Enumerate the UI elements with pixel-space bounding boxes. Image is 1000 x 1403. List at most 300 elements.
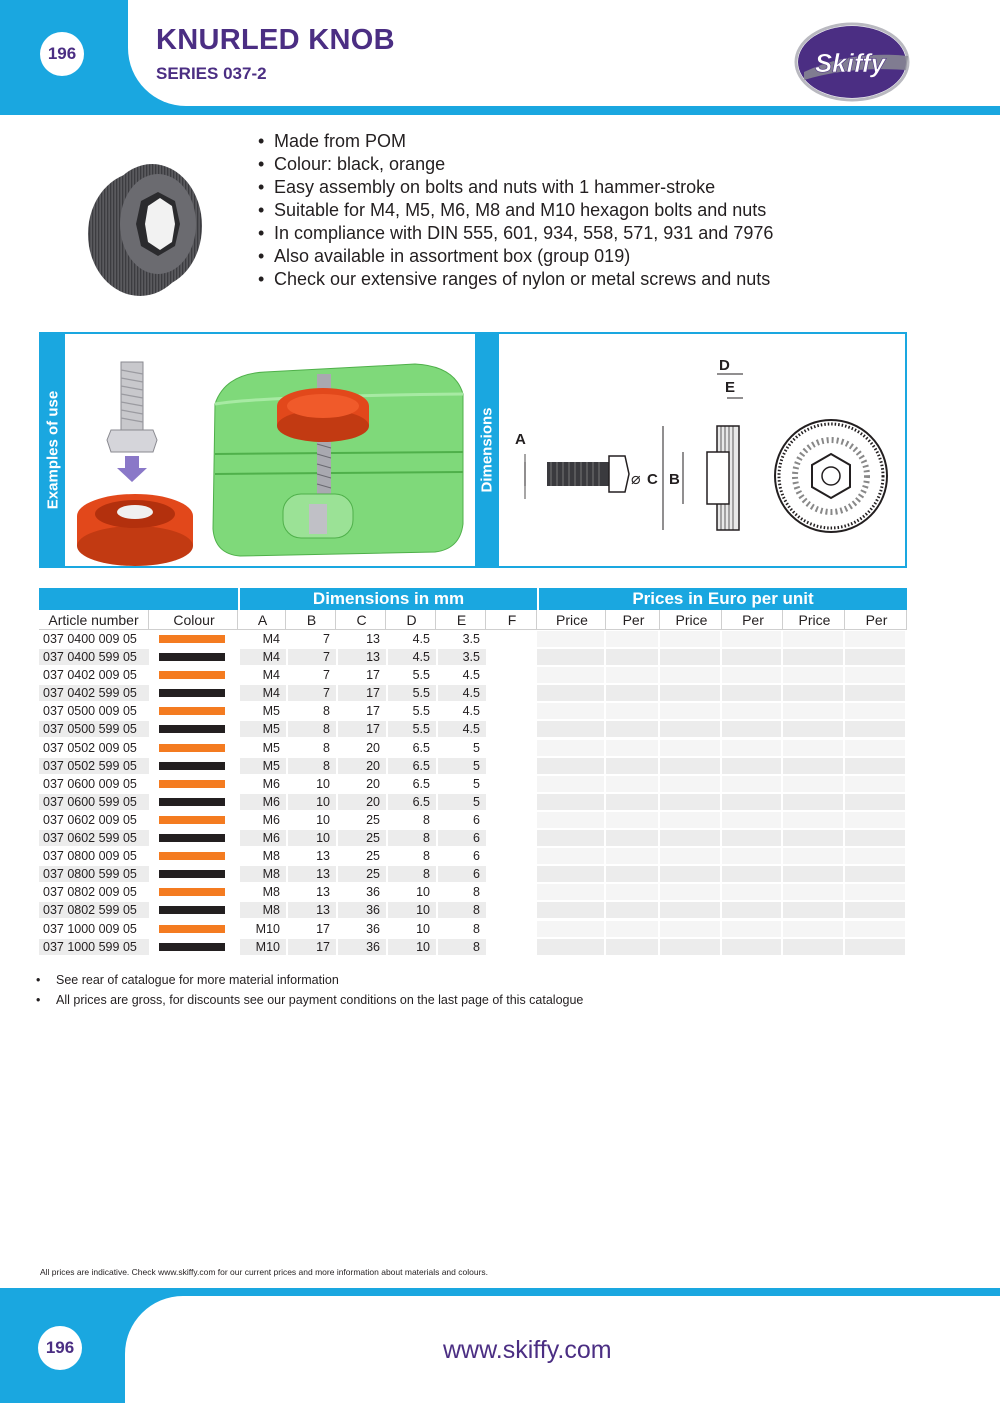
price-cell <box>660 703 720 719</box>
article-number: 037 1000 009 05 <box>43 921 137 936</box>
price-cell <box>722 758 781 774</box>
price-cell <box>783 830 843 846</box>
price-cell <box>783 939 843 955</box>
price-cell <box>606 667 658 683</box>
price-cell <box>722 939 781 955</box>
feature-list <box>258 130 773 291</box>
article-number: 037 0400 599 05 <box>39 649 149 665</box>
price-cell <box>783 667 843 683</box>
colour-swatch <box>159 852 225 860</box>
colour-swatch <box>159 707 225 715</box>
dim-e-cell: 5 <box>438 758 486 774</box>
price-cell <box>783 631 843 647</box>
dim-b-cell: 8 <box>288 758 336 774</box>
price-cell <box>722 812 781 828</box>
table-column-header <box>39 610 907 630</box>
price-cell <box>722 830 781 846</box>
price-cell <box>537 884 604 900</box>
article-number: 037 0502 009 05 <box>43 740 137 755</box>
examples-label: Examples of use <box>44 390 62 510</box>
dim-b-cell: 7 <box>288 649 336 665</box>
price-cell <box>660 866 720 882</box>
dim-b-cell: 13 <box>288 866 336 882</box>
colour-swatch <box>159 888 225 896</box>
colour-swatch <box>159 943 225 951</box>
column-header-e: E <box>438 610 486 630</box>
price-cell <box>537 866 604 882</box>
price-cell <box>537 631 604 647</box>
dim-c-cell: 20 <box>366 776 380 791</box>
dim-d-cell: 6.5 <box>388 758 436 774</box>
dim-c-cell: 17 <box>366 704 380 719</box>
dim-b-cell: 10 <box>288 830 336 846</box>
column-header-price: Price <box>785 610 845 630</box>
price-cell <box>660 776 720 792</box>
price-cell <box>537 776 604 792</box>
dim-d-cell: 10 <box>416 921 430 936</box>
dim-d-cell: 6.5 <box>412 776 430 791</box>
dim-b-cell: 8 <box>288 721 336 737</box>
dim-e-cell: 4.5 <box>462 668 480 683</box>
dim-c-cell: 13 <box>366 632 380 646</box>
price-cell <box>783 866 843 882</box>
dim-a-cell: M4 <box>240 649 286 665</box>
dim-e-cell: 6 <box>438 866 486 882</box>
note-item: • See rear of catalogue for more material information <box>36 973 339 987</box>
price-cell <box>845 866 905 882</box>
dim-d-cell: 10 <box>388 902 436 918</box>
price-cell <box>845 884 905 900</box>
dim-d-cell: 4.5 <box>412 632 430 646</box>
price-cell <box>606 740 658 756</box>
dim-d-cell: 6.5 <box>388 794 436 810</box>
dim-a-cell: M8 <box>240 866 286 882</box>
dimensions-drawing <box>499 334 905 566</box>
article-number: 037 0502 599 05 <box>39 758 149 774</box>
price-cell <box>783 848 843 864</box>
price-cell <box>783 685 843 701</box>
dim-c-cell: 36 <box>366 921 380 936</box>
price-cell <box>606 830 658 846</box>
price-cell <box>722 721 781 737</box>
price-disclaimer: All prices are indicative. Check www.skiffy.com for our current prices and more information about materials and colours. <box>40 1267 489 1277</box>
price-cell <box>660 667 720 683</box>
examples-tab <box>41 334 65 566</box>
price-cell <box>845 921 905 937</box>
price-cell <box>845 721 905 737</box>
price-cell <box>845 667 905 683</box>
column-header-article-number: Article number <box>39 610 149 630</box>
dim-c-cell: 25 <box>366 849 380 864</box>
dim-e-cell: 3.5 <box>438 649 486 665</box>
feature-item: • Made from POM <box>258 131 407 151</box>
dim-c-cell: 25 <box>338 866 386 882</box>
article-number: 037 0800 009 05 <box>43 849 137 864</box>
dim-a-cell: M5 <box>262 704 280 719</box>
column-header-per: Per <box>724 610 783 630</box>
price-cell <box>660 884 720 900</box>
dimensions-label: Dimensions <box>478 407 496 493</box>
colour-swatch <box>159 725 225 733</box>
colour-swatch <box>159 653 225 661</box>
price-cell <box>845 649 905 665</box>
dim-a-cell: M5 <box>240 721 286 737</box>
dim-a-cell: M4 <box>262 632 280 646</box>
column-header-colour: Colour <box>151 610 238 630</box>
website-link[interactable]: www.skiffy.com <box>443 1336 612 1364</box>
dim-d-cell: 8 <box>423 812 430 827</box>
price-cell <box>783 740 843 756</box>
price-cell <box>537 794 604 810</box>
dim-e-cell: 4.5 <box>438 721 486 737</box>
note-item: • All prices are gross, for discounts see our payment conditions on the last page of this catalogue <box>36 993 584 1007</box>
price-cell <box>660 685 720 701</box>
price-cell <box>845 848 905 864</box>
table-group-header <box>39 588 907 610</box>
price-cell <box>783 921 843 937</box>
price-cell <box>606 776 658 792</box>
price-cell <box>660 939 720 955</box>
dim-c-cell: 36 <box>338 902 386 918</box>
price-cell <box>783 758 843 774</box>
dim-e-cell: 3.5 <box>462 632 480 646</box>
dim-a-cell: M4 <box>262 668 280 683</box>
dim-b-cell: 10 <box>316 812 330 827</box>
dim-letter-b: B <box>669 471 680 488</box>
price-cell <box>606 866 658 882</box>
price-cell <box>783 812 843 828</box>
price-cell <box>660 794 720 810</box>
illustration-panel <box>39 332 907 568</box>
page-title: KNURLED KNOB <box>156 24 395 56</box>
table-row <box>39 666 907 684</box>
group-header-prices: Prices in Euro per unit <box>539 588 907 610</box>
dim-e-cell: 4.5 <box>438 685 486 701</box>
price-cell <box>845 631 905 647</box>
article-number: 037 0602 599 05 <box>39 830 149 846</box>
table-row <box>39 883 907 901</box>
dim-c-cell: 20 <box>338 794 386 810</box>
price-cell <box>783 776 843 792</box>
dim-letter-a: A <box>515 431 526 448</box>
price-cell <box>845 703 905 719</box>
page-number-badge: 196 <box>40 32 84 76</box>
price-cell <box>660 902 720 918</box>
dim-c-cell: 17 <box>338 721 386 737</box>
dim-c-cell: 17 <box>338 685 386 701</box>
price-cell <box>722 703 781 719</box>
price-cell <box>660 631 720 647</box>
colour-swatch <box>159 798 225 806</box>
price-cell <box>722 685 781 701</box>
price-cell <box>845 902 905 918</box>
group-header-blank <box>39 588 238 610</box>
dim-a-cell: M10 <box>255 921 280 936</box>
price-cell <box>606 685 658 701</box>
dim-b-cell: 8 <box>323 740 330 755</box>
article-number: 037 0600 599 05 <box>39 794 149 810</box>
article-number: 037 1000 599 05 <box>39 939 149 955</box>
column-header-b: B <box>288 610 336 630</box>
column-header-price: Price <box>662 610 722 630</box>
footer-page-number-badge: 196 <box>38 1326 82 1370</box>
dim-d-cell: 5.5 <box>412 704 430 719</box>
price-cell <box>537 667 604 683</box>
price-cell <box>537 685 604 701</box>
dim-b-cell: 10 <box>316 776 330 791</box>
dim-e-cell: 5 <box>473 776 480 791</box>
table-row <box>39 920 907 938</box>
dim-d-cell: 5.5 <box>388 721 436 737</box>
price-cell <box>537 758 604 774</box>
price-cell <box>722 921 781 937</box>
article-number: 037 0402 009 05 <box>43 668 137 683</box>
dim-d-cell: 5.5 <box>412 668 430 683</box>
dim-e-cell: 8 <box>473 921 480 936</box>
column-header-price: Price <box>539 610 606 630</box>
price-cell <box>660 848 720 864</box>
dim-letter-d: D <box>719 357 730 374</box>
column-header-d: D <box>388 610 436 630</box>
price-cell <box>606 703 658 719</box>
dim-b-cell: 10 <box>288 794 336 810</box>
dim-c-cell: 36 <box>338 939 386 955</box>
table-row <box>39 793 907 811</box>
article-number: 037 0500 009 05 <box>43 704 137 719</box>
dim-d-cell: 6.5 <box>412 740 430 755</box>
dim-a-cell: M5 <box>240 758 286 774</box>
price-cell <box>722 902 781 918</box>
dim-b-cell: 7 <box>288 685 336 701</box>
price-cell <box>722 776 781 792</box>
dim-b-cell: 8 <box>323 704 330 719</box>
price-cell <box>606 794 658 810</box>
price-cell <box>537 830 604 846</box>
dim-a-cell: M6 <box>262 812 280 827</box>
examples-of-use-illustration <box>65 334 475 566</box>
dim-b-cell: 13 <box>316 885 330 900</box>
table-row <box>39 938 907 956</box>
table-row <box>39 720 907 738</box>
colour-swatch <box>159 816 225 824</box>
column-header-a: A <box>240 610 286 630</box>
article-number: 037 0600 009 05 <box>43 776 137 791</box>
price-cell <box>660 812 720 828</box>
table-row <box>39 757 907 775</box>
dim-a-cell: M6 <box>240 794 286 810</box>
dim-e-cell: 6 <box>473 849 480 864</box>
feature-item: • Suitable for M4, M5, M6, M8 and M10 hexagon bolts and nuts <box>258 200 767 220</box>
dim-a-cell: M8 <box>262 885 280 900</box>
price-cell <box>722 794 781 810</box>
dim-d-cell: 8 <box>423 849 430 864</box>
dim-b-cell: 13 <box>316 849 330 864</box>
dim-c-cell: 25 <box>366 812 380 827</box>
article-number: 037 0802 599 05 <box>39 902 149 918</box>
series-subtitle: SERIES 037-2 <box>156 64 267 83</box>
price-cell <box>606 848 658 864</box>
price-cell <box>722 848 781 864</box>
dim-b-cell: 7 <box>323 632 330 646</box>
column-header-f: F <box>488 610 537 630</box>
price-cell <box>606 921 658 937</box>
price-cell <box>783 794 843 810</box>
dim-e-cell: 5 <box>438 794 486 810</box>
price-cell <box>660 830 720 846</box>
article-number: 037 0802 009 05 <box>43 885 137 900</box>
price-cell <box>537 921 604 937</box>
price-cell <box>660 649 720 665</box>
table-row <box>39 739 907 757</box>
dim-e-cell: 8 <box>473 885 480 900</box>
column-header-c: C <box>338 610 386 630</box>
price-cell <box>845 758 905 774</box>
colour-swatch <box>159 689 225 697</box>
table-row <box>39 684 907 702</box>
price-cell <box>606 631 658 647</box>
price-cell <box>845 776 905 792</box>
price-cell <box>845 939 905 955</box>
colour-swatch <box>159 762 225 770</box>
dim-d-cell: 8 <box>388 830 436 846</box>
article-number: 037 0402 599 05 <box>39 685 149 701</box>
dim-e-cell: 8 <box>438 939 486 955</box>
price-cell <box>606 902 658 918</box>
price-cell <box>606 812 658 828</box>
price-cell <box>722 631 781 647</box>
colour-swatch <box>159 780 225 788</box>
price-cell <box>660 758 720 774</box>
column-header-per: Per <box>608 610 660 630</box>
feature-item: • Colour: black, orange <box>258 154 446 174</box>
colour-swatch <box>159 834 225 842</box>
dim-e-cell: 6 <box>473 812 480 827</box>
colour-swatch <box>159 925 225 933</box>
feature-item: • In compliance with DIN 555, 601, 934, 558, 571, 931 and 7976 <box>258 223 774 243</box>
table-row <box>39 630 907 648</box>
dim-a-cell: M6 <box>262 776 280 791</box>
price-cell <box>783 884 843 900</box>
skiffy-logo <box>790 20 912 104</box>
price-cell <box>537 902 604 918</box>
price-cell <box>783 721 843 737</box>
price-cell <box>845 830 905 846</box>
price-cell <box>660 740 720 756</box>
colour-swatch <box>159 870 225 878</box>
price-cell <box>537 848 604 864</box>
dim-a-cell: M10 <box>240 939 286 955</box>
dim-d-cell: 4.5 <box>388 649 436 665</box>
notes-list <box>36 970 583 1010</box>
dim-a-cell: M5 <box>262 740 280 755</box>
dim-d-cell: 10 <box>388 939 436 955</box>
dim-b-cell: 17 <box>288 939 336 955</box>
price-cell <box>537 740 604 756</box>
dim-e-cell: 5 <box>473 740 480 755</box>
price-cell <box>845 740 905 756</box>
price-cell <box>845 812 905 828</box>
colour-swatch <box>159 635 225 643</box>
price-cell <box>783 703 843 719</box>
price-cell <box>722 884 781 900</box>
dim-c-cell: 17 <box>366 668 380 683</box>
article-number: 037 0400 009 05 <box>43 632 137 646</box>
price-cell <box>606 758 658 774</box>
price-cell <box>537 812 604 828</box>
dim-c-cell: 13 <box>338 649 386 665</box>
article-number: 037 0800 599 05 <box>39 866 149 882</box>
colour-swatch <box>159 744 225 752</box>
price-cell <box>722 667 781 683</box>
table-row <box>39 901 907 919</box>
price-cell <box>660 721 720 737</box>
price-cell <box>722 740 781 756</box>
article-number: 037 0602 009 05 <box>43 812 137 827</box>
price-cell <box>660 921 720 937</box>
dimensions-tab <box>475 334 499 566</box>
table-body <box>39 630 907 956</box>
dim-c-cell: 20 <box>338 758 386 774</box>
dim-e-cell: 4.5 <box>462 704 480 719</box>
feature-item: • Check our extensive ranges of nylon or metal screws and nuts <box>258 269 771 289</box>
price-cell <box>606 884 658 900</box>
price-cell <box>537 649 604 665</box>
price-cell <box>845 685 905 701</box>
group-header-dimensions: Dimensions in mm <box>240 588 537 610</box>
price-cell <box>845 794 905 810</box>
dim-e-cell: 6 <box>438 830 486 846</box>
dim-a-cell: M6 <box>240 830 286 846</box>
dim-d-cell: 8 <box>388 866 436 882</box>
price-cell <box>606 939 658 955</box>
table-row <box>39 811 907 829</box>
colour-swatch <box>159 671 225 679</box>
dim-b-cell: 13 <box>288 902 336 918</box>
dim-b-cell: 7 <box>323 668 330 683</box>
dim-b-cell: 17 <box>316 921 330 936</box>
table-row <box>39 865 907 883</box>
price-cell <box>783 902 843 918</box>
dim-letter-e: E <box>725 379 736 396</box>
price-cell <box>606 721 658 737</box>
price-cell <box>722 866 781 882</box>
table-row <box>39 847 907 865</box>
article-number: 037 0500 599 05 <box>39 721 149 737</box>
dim-a-cell: M8 <box>240 902 286 918</box>
dim-a-cell: M4 <box>240 685 286 701</box>
feature-item: • Also available in assortment box (group 019) <box>258 246 631 266</box>
logo-wordmark: Skiffy <box>814 48 886 78</box>
feature-item: • Easy assembly on bolts and nuts with 1 hammer-stroke <box>258 177 716 197</box>
diameter-symbol-icon: ⌀ <box>631 469 641 488</box>
dim-d-cell: 5.5 <box>388 685 436 701</box>
dim-letter-c: C <box>647 471 658 488</box>
dim-c-cell: 25 <box>338 830 386 846</box>
product-table <box>39 588 907 956</box>
dim-c-cell: 20 <box>366 740 380 755</box>
colour-swatch <box>159 906 225 914</box>
price-cell <box>537 703 604 719</box>
column-header-per: Per <box>847 610 907 630</box>
price-cell <box>537 721 604 737</box>
dim-a-cell: M8 <box>262 849 280 864</box>
dim-c-cell: 36 <box>366 885 380 900</box>
dim-e-cell: 8 <box>438 902 486 918</box>
price-cell <box>537 939 604 955</box>
table-row <box>39 829 907 847</box>
price-cell <box>722 649 781 665</box>
price-cell <box>606 649 658 665</box>
